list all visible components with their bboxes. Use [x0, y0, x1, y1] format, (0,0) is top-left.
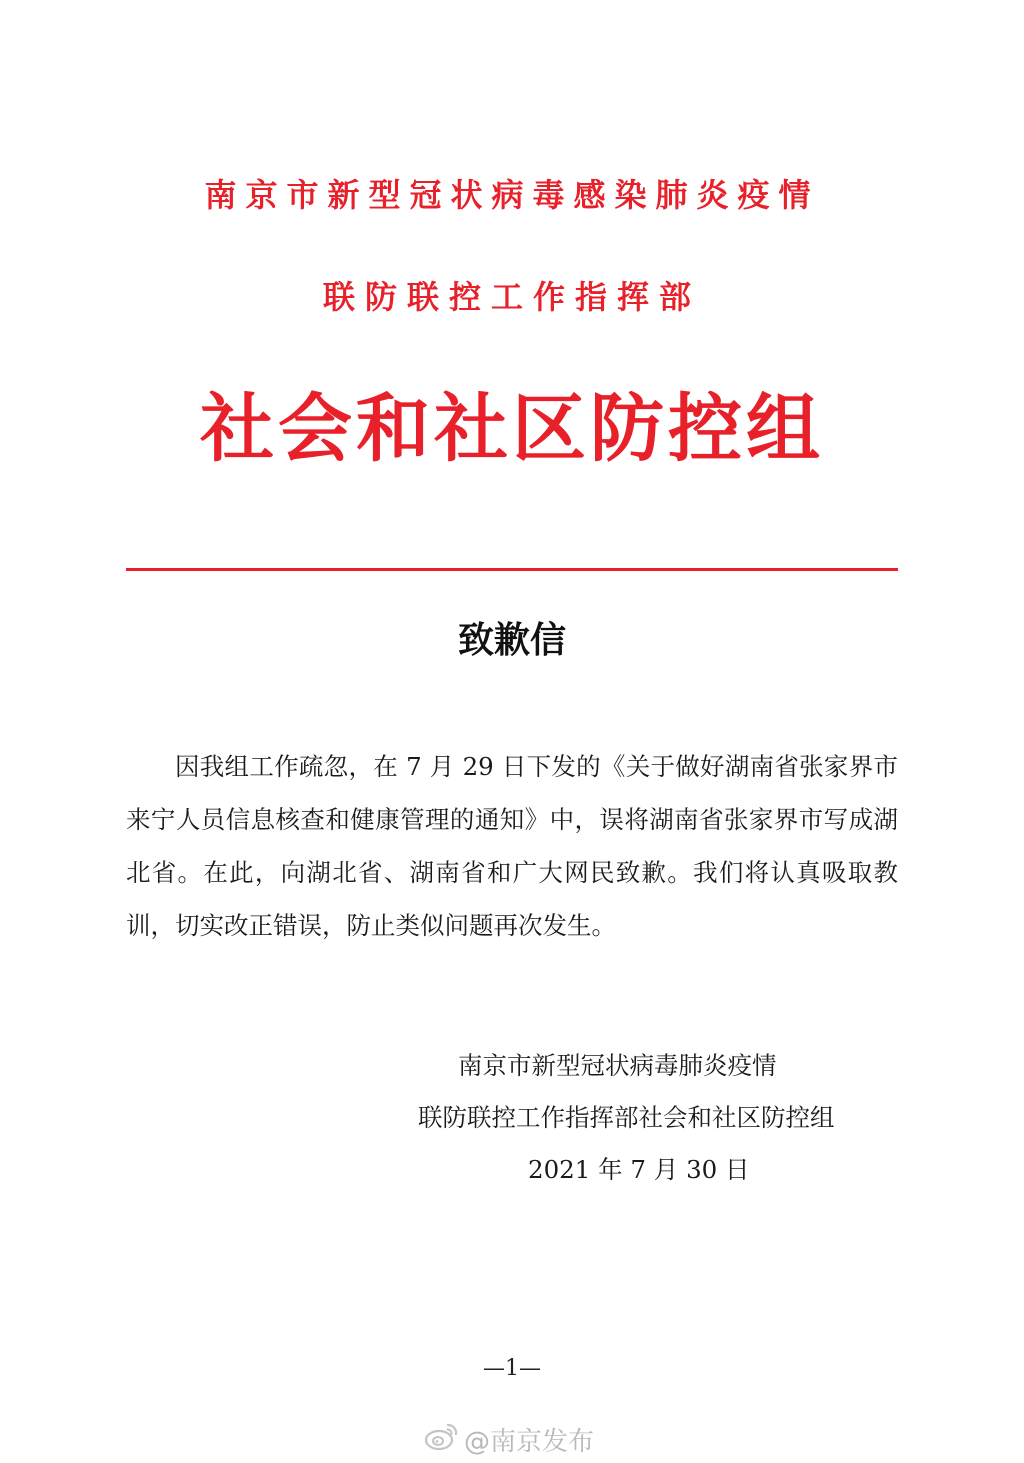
header-group-name: 社会和社区防控组 — [200, 386, 824, 472]
signature-date: 2021 年 7 月 30 日 — [528, 1155, 750, 1184]
header-title-line2: 联防联控工作指挥部 — [322, 278, 701, 316]
signature-block — [400, 1040, 900, 1196]
document-title: 致歉信 — [457, 620, 566, 661]
signature-line2: 联防联控工作指挥部社会和社区防控组 — [418, 1103, 835, 1132]
document-body — [126, 740, 898, 952]
body-paragraph: 因我组工作疏忽，在 7 月 29 日下发的《关于做好湖南省张家界市来宁人员信息核查和健康管理的通知》中，误将湖南省张家界市写成湖北省。在此，向湖北省、湖南省和广大网民致歉。我们将认真吸取教训，切实改正错误，防止类似问题再次发生。 — [126, 752, 898, 940]
page-number: —1— — [483, 1356, 541, 1381]
signature-line1: 南京市新型冠状病毒肺炎疫情 — [458, 1051, 777, 1080]
watermark — [424, 1422, 594, 1456]
watermark-text: @南京发布 — [464, 1426, 595, 1457]
header-title-line1: 南京市新型冠状病毒感染肺炎疫情 — [204, 176, 820, 214]
weibo-icon — [424, 1421, 464, 1458]
red-divider — [126, 568, 898, 571]
